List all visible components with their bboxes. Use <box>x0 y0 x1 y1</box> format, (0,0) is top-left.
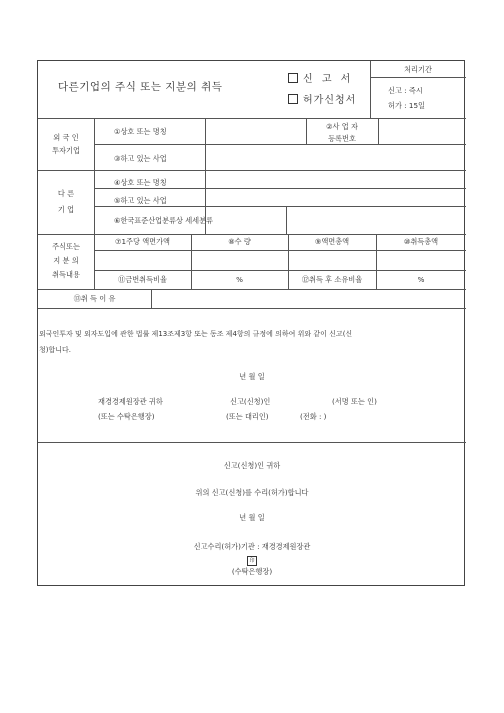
reason-label: ⑬취 득 이 유 <box>73 294 116 303</box>
divider <box>38 308 466 309</box>
face-value-field[interactable] <box>95 251 191 270</box>
business-reg-field[interactable] <box>379 119 465 144</box>
reason-field[interactable] <box>152 290 465 308</box>
divider <box>370 77 466 78</box>
declaration-text-line1: 외국인투자 및 외자도입에 관한 법률 제13조제3항 또는 동조 제4항의 규정에 의하여 위와 같이 신고(신 <box>39 330 353 338</box>
acquisition-total-field[interactable] <box>377 251 465 270</box>
signature-label[interactable]: (서명 또는 인) <box>332 397 377 406</box>
applicant-label: 신고(신청)인 <box>230 397 271 406</box>
report-checkbox[interactable] <box>288 73 298 83</box>
ratio-unit[interactable]: % <box>236 275 243 284</box>
acceptance-to: 신고(신청)인 귀하 <box>223 461 281 470</box>
investor-name-label: ①상호 또는 명칭 <box>114 127 167 136</box>
form-title: 다른기업의 주식 또는 지분의 취득 <box>58 81 223 93</box>
investor-business-label: ③하고 있는 사업 <box>114 154 167 163</box>
applicant-sub: (또는 대리인) <box>226 412 269 421</box>
face-value-label: ⑦1주당 액면가액 <box>115 237 170 246</box>
other-business-field[interactable] <box>206 189 465 205</box>
business-reg-label-line1: ②사 업 자 <box>326 122 358 131</box>
acceptance-date: 년 월 일 <box>239 513 265 522</box>
post-ratio-label: ⑫취득 후 소유비율 <box>301 275 363 284</box>
other-section-line2: 기 업 <box>57 205 75 214</box>
investor-business-field[interactable] <box>206 145 465 170</box>
investor-section-line2: 투자기업 <box>52 146 80 155</box>
declaration-to-sub: (또는 수탁은행장) <box>98 412 155 421</box>
acceptance-authority-sub: (수탁은행장) <box>231 567 273 576</box>
declaration-text-line2: 청)합니다. <box>39 346 72 354</box>
permit-option[interactable]: 허가신청서 <box>288 94 356 105</box>
other-name-field[interactable] <box>206 171 465 187</box>
period-permit: 허가 : 15일 <box>388 101 425 110</box>
shares-section-line3: 취득내용 <box>52 270 80 279</box>
declaration-date: 년 월 일 <box>239 372 265 381</box>
period-report: 신고 : 즉시 <box>388 86 423 95</box>
divider <box>94 270 466 271</box>
phone-label[interactable]: (전화 : ) <box>300 412 327 421</box>
other-section-line1: 다 른 <box>57 189 75 198</box>
business-reg-label-line2: 등록번호 <box>328 134 356 143</box>
investor-name-field[interactable] <box>206 119 306 144</box>
shares-section-line2: 지 분 의 <box>53 256 79 265</box>
divider <box>38 442 466 443</box>
face-total-field[interactable] <box>289 251 376 270</box>
investor-section-line1: 외 국 인 <box>53 133 79 142</box>
period-title: 처리기간 <box>404 65 432 74</box>
acceptance-authority: 신고수리(허가)기관 : 재경경제원장관 <box>193 542 311 551</box>
ratio-label: ⑪금번취득비율 <box>118 275 167 284</box>
quantity-label: ⑧수 량 <box>228 237 251 246</box>
face-total-label: ⑨액면총액 <box>314 237 350 246</box>
post-ratio-unit[interactable]: % <box>417 275 425 284</box>
acquisition-total-label: ⑩취득총액 <box>403 237 439 246</box>
seal-mark: 印 <box>247 556 257 566</box>
application-form <box>37 60 465 586</box>
permit-checkbox[interactable] <box>288 94 298 104</box>
shares-section-line1: 주식또는 <box>52 242 80 251</box>
declaration-to: 재경경제원장관 귀하 <box>98 397 163 406</box>
divider <box>38 234 466 235</box>
acceptance-seal <box>38 555 466 566</box>
report-option[interactable]: 신 고 서 <box>288 73 353 84</box>
other-business-label: ⑤하고 있는 사업 <box>114 196 167 205</box>
classification-label: ⑥한국표준산업분류상 세세분류 <box>114 216 213 225</box>
other-name-label: ④상호 또는 명칭 <box>114 178 167 187</box>
acceptance-text: 위의 신고(신청)를 수리(허가)합니다 <box>195 488 309 497</box>
classification-field[interactable] <box>287 207 465 234</box>
quantity-field[interactable] <box>192 251 288 270</box>
